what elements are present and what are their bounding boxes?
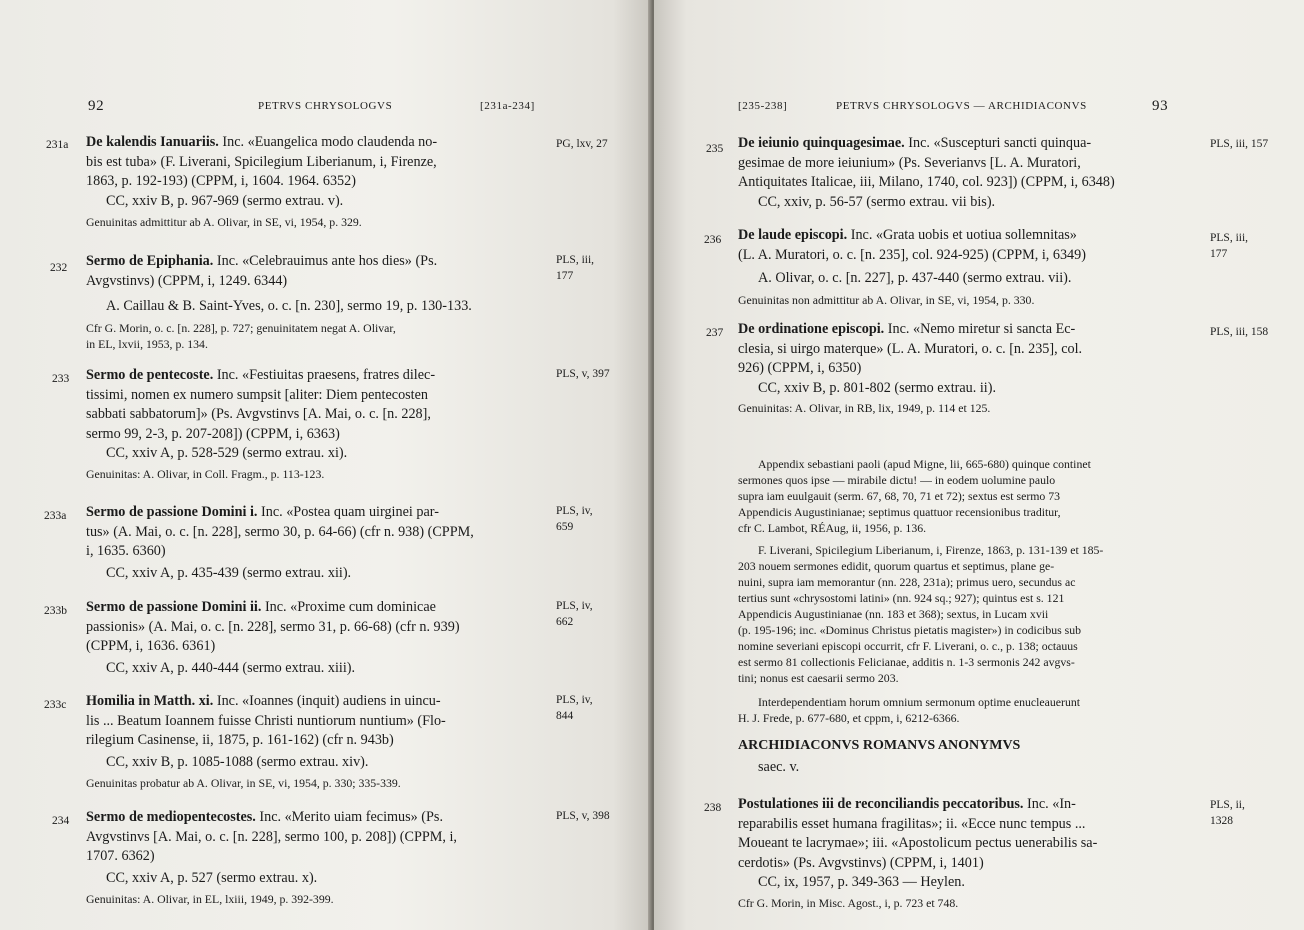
left-page-range: [231a-234] [480, 100, 535, 112]
right-page-range: [235-238] [738, 100, 788, 112]
right-page-number: 93 [1152, 98, 1169, 114]
entry-title: Sermo de pentecoste. [86, 367, 214, 383]
left-page-number: 92 [88, 98, 105, 114]
entry-ref: PLS, iii, 158 [1210, 326, 1269, 338]
right-running-head: PETRVS CHRYSOLOGVS — ARCHIDIACONVS [836, 100, 1087, 112]
entry-cc: CC, xxiv A, p. 528-529 (sermo extrau. xi). [106, 445, 348, 461]
entry-number: 232 [50, 262, 68, 274]
entry-title: Sermo de Epiphania. [86, 253, 214, 269]
entry-note: Cfr G. Morin, o. c. [n. 228], p. 727; genuinitatem negat A. Olivar, [86, 320, 396, 335]
right-page [654, 0, 1304, 930]
entry-cc: CC, xxiv B, p. 1085-1088 (sermo extrau. xiv). [106, 753, 369, 770]
entry-ref: PLS, iii, 157 [1210, 138, 1269, 150]
left-running-head: PETRVS CHRYSOLOGVS [258, 100, 393, 112]
entry-cc: CC, xxiv A, p. 527 (sermo extrau. x). [106, 869, 318, 886]
entry-ref: PLS, ii, 1328 [1210, 799, 1245, 827]
entry-title: Sermo de passione Domini ii. [86, 599, 262, 615]
entry-cc: CC, xxiv B, p. 801-802 (sermo extrau. ii). [758, 379, 997, 396]
entry-ref: PLS, v, 398 [556, 810, 610, 822]
entry-number: 237 [706, 327, 724, 339]
entry-233: Sermo de pentecoste. Inc. «Festiuitas praesens, fratres dilec- tissimi, nomen ex numero sumpsit [aliter: Diem pentecosten sabbati sabbatorum]» (Ps. Avgvstinvs [A. Mai, o. c. [n. 228], sermo 99, 2-3, p. 207-208]) (CPPM, i, 6363) CC, xxiv A, p. 528-529 (sermo extrau. xi). Genuinitas: A. Olivar, in Coll. Fragm., p. 113-123. [86, 366, 548, 482]
entry-231a: De kalendis Ianuariis. Inc. «Euangelica modo claudenda no- bis est tuba» (F. Liverani, Spicilegium Liberianum, i, Firenze, 1863, p. 192-193) (CPPM, i, 1604. 1964. 6352) CC, xxiv B, p. 967-969 (sermo extrau. v). Genuinitas admittitur ab A. Olivar, in SE, vi, 1954, p. 329. [86, 133, 548, 230]
entry-note: Genuinitas: A. Olivar, in Coll. Fragm., p. 113-123. [86, 466, 325, 481]
entry-note: Genuinitas probatur ab A. Olivar, in SE, vi, 1954, p. 330; 335-339. [86, 776, 401, 790]
entry-note: Genuinitas admittitur ab A. Olivar, in SE, vi, 1954, p. 329. [86, 215, 362, 229]
entry-title: Postulationes iii de reconciliandis peccatoribus. [738, 796, 1024, 812]
entry-number: 233 [52, 373, 70, 385]
entry-number: 238 [704, 802, 722, 814]
entry-ref: PLS, v, 397 [556, 368, 610, 380]
entry-ref: PLS, iii, 177 [556, 254, 595, 282]
entry-cc: A. Caillau & B. Saint-Yves, o. c. [n. 230], sermo 19, p. 130-133. [106, 298, 472, 314]
entry-number: 234 [52, 815, 70, 827]
appendix-paragraph: Appendix sebastiani paoli (apud Migne, lii, 665-680) quinque continet sermones quos ipse — mirabile dictu! — in eodem uolumine paulo supra iam euulgauit (serm. 67, 68, 70, 71 et 72); sextus est sermo 73 Appendicis Augustinianae; septimus quattuor recensionibus traditur, cfr C. Lambot, RÉAug, ii, 1956, p. 136. [738, 457, 1091, 535]
entry-233b: Sermo de passione Domini ii. Inc. «Proxime cum dominicae passionis» (A. Mai, o. c. [n. 228], sermo 31, p. 66-68) (cfr n. 939) (CPPM, i, 1636. 6361) CC, xxiv A, p. 440-444 (sermo extrau. xiii). [86, 598, 548, 678]
entry-ref: PLS, iv, 659 [556, 505, 593, 533]
entry-238: Postulationes iii de reconciliandis peccatoribus. Inc. «In- reparabilis esset humana fragilitas»; ii. «Ecce nunc tempus ... Moueant te lacrymae»; iii. «Apostolicum pectus uenerabilis sa- cerdotis» (Ps. Avgvstinvs) (CPPM, i, 1401) CC, ix, 1957, p. 349-363 — Heylen. Cfr G. Morin, in Misc. Agost., i, p. 723 et 748. [738, 795, 1202, 911]
entry-number: 235 [706, 143, 724, 155]
entry-233a: Sermo de passione Domini i. Inc. «Postea quam uirginei par- tus» (A. Mai, o. c. [n. 228], sermo 30, p. 64-66) (cfr n. 938) (CPPM, i, 1635. 6360) CC, xxiv A, p. 435-439 (sermo extrau. xii). [86, 503, 548, 583]
entry-234: Sermo de mediopentecostes. Inc. «Merito uiam fecimus» (Ps. Avgvstinvs [A. Mai, o. c. [n. 228], sermo 100, p. 208]) (CPPM, i, 1707. 6362) CC, xxiv A, p. 527 (sermo extrau. x). Genuinitas: A. Olivar, in EL, lxiii, 1949, p. 392-399. [86, 808, 548, 907]
entry-number: 233a [44, 510, 67, 522]
entry-236: De laude episcopi. Inc. «Grata uobis et uotiua sollemnitas» (L. A. Muratori, o. c. [n. 235], col. 924-925) (CPPM, i, 6349) A. Olivar, o. c. [n. 227], p. 437-440 (sermo extrau. vii). Genuinitas non admittitur ab A. Olivar, in SE, vi, 1954, p. 330. [738, 226, 1202, 308]
entry-note: Genuinitas: A. Olivar, in RB, lix, 1949, p. 114 et 125. [738, 401, 991, 415]
entry-ref: PLS, iii, 177 [1210, 232, 1249, 260]
entry-title: De laude episcopi. [738, 227, 848, 243]
section-title: ARCHIDIACONVS ROMANVS ANONYMVS [738, 738, 1021, 753]
entry-title: De kalendis Ianuariis. [86, 134, 219, 150]
entry-237: De ordinatione episcopi. Inc. «Nemo miretur si sancta Ec- clesia, si uirgo materque» (L. A. Muratori, o. c. [n. 235], col. 926) (CPPM, i, 6350) CC, xxiv B, p. 801-802 (sermo extrau. ii). Genuinitas: A. Olivar, in RB, lix, 1949, p. 114 et 125. [738, 320, 1202, 416]
entry-title: Sermo de passione Domini i. [86, 504, 258, 520]
entry-number: 231a [46, 139, 69, 151]
entry-number: 236 [704, 234, 722, 246]
entry-number: 233b [44, 605, 67, 617]
entry-note: Cfr G. Morin, in Misc. Agost., i, p. 723 et 748. [738, 895, 959, 910]
entry-cc: CC, xxiv, p. 56-57 (sermo extrau. vii bis). [758, 193, 996, 210]
entry-ref: PLS, iv, 844 [556, 694, 593, 722]
entry-number: 233c [44, 699, 67, 711]
entry-ref: PG, lxv, 27 [556, 138, 608, 150]
entry-233c: Homilia in Matth. xi. Inc. «Ioannes (inquit) audiens in uincu- lis ... Beatum Ioannem fuisse Christi nuntiorum nuntium» (Flo- rilegium Casinense, ii, 1875, p. 161-162) (cfr n. 943b) CC, xxiv B, p. 1085-1088 (sermo extrau. xiv). Genuinitas probatur ab A. Olivar, in SE, vi, 1954, p. 330; 335-339. [86, 692, 548, 791]
section-subtitle: saec. v. [758, 759, 800, 775]
entry-title: Sermo de mediopentecostes. [86, 809, 256, 825]
entry-title: Homilia in Matth. xi. [86, 693, 214, 709]
entry-cc: CC, xxiv B, p. 967-969 (sermo extrau. v). [106, 192, 344, 209]
entry-title: De ieiunio quinquagesimae. [738, 135, 905, 151]
liverani-paragraph: F. Liverani, Spicilegium Liberianum, i, Firenze, 1863, p. 131-139 et 185- 203 nouem sermones edidit, quorum quartus et septimus, plane ge- nuini, supra iam memorantur (nn. 228, 231a); primus uero, secundus ac tertius sunt «chrysostomi latini» (nn. 924 sq.; 927); quintus est s. 121 Appendicis Augustinianae (nn. 183 et 368); sextus, in Lucam xvii (p. 195-196; inc. «Dominus Christus pietatis magister») in codicibus sub nomine severiani episcopi occurrit, cfr F. Liverani, o. c., p. 138; octauus est sermo 81 collectionis Felicianae, additis n. 1-3 sermonis 242 avgvs- tini; nonus est caesarii sermo 203. [738, 543, 1104, 685]
entry-title: De ordinatione episcopi. [738, 321, 885, 337]
entry-note: Genuinitas non admittitur ab A. Olivar, in SE, vi, 1954, p. 330. [738, 292, 1035, 307]
entry-232: Sermo de Epiphania. Inc. «Celebrauimus ante hos dies» (Ps. Avgvstinvs) (CPPM, i, 1249. 6344) A. Caillau & B. Saint-Yves, o. c. [n. 230], sermo 19, p. 130-133. Cfr G. Morin, o. c. [n. 228], p. 727; genuinitatem negat A. Olivar, in EL, lxvii, 1953, p. 134. [86, 252, 548, 352]
entry-cc: CC, ix, 1957, p. 349-363 — Heylen. [758, 874, 965, 890]
entry-cc: CC, xxiv A, p. 435-439 (sermo extrau. xii). [106, 564, 352, 581]
entry-cc: CC, xxiv A, p. 440-444 (sermo extrau. xiii). [106, 659, 356, 676]
interdependence-paragraph: Interdependentiam horum omnium sermonum optime enucleauerunt H. J. Frede, p. 677-680, et cppm, i, 6212-6366. [738, 695, 1081, 725]
entry-235: De ieiunio quinquagesimae. Inc. «Suscepturi sancti quinqua- gesimae de more ieiunium» (Ps. Severianvs [L. A. Muratori, Antiquitates Italicae, iii, Milano, 1740, col. 923]) (CPPM, i, 6348) CC, xxiv, p. 56-57 (sermo extrau. vii bis). [738, 134, 1202, 212]
entry-ref: PLS, iv, 662 [556, 600, 593, 628]
entry-cc: A. Olivar, o. c. [n. 227], p. 437-440 (sermo extrau. vii). [758, 270, 1072, 286]
entry-note: Genuinitas: A. Olivar, in EL, lxiii, 1949, p. 392-399. [86, 892, 334, 906]
